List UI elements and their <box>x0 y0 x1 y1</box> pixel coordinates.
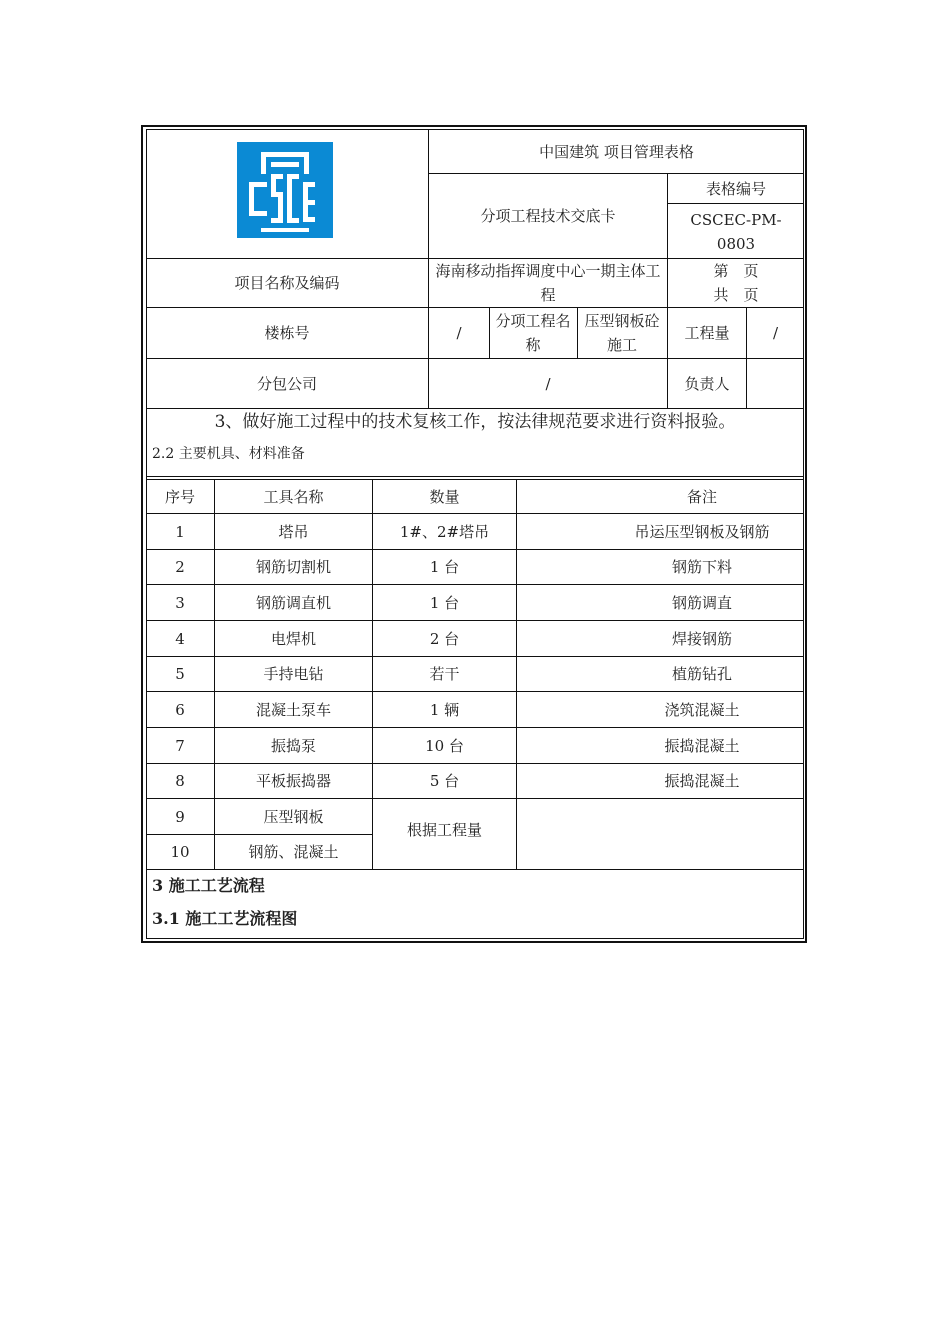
page-total-label: 共 页 <box>713 286 759 304</box>
page-number-label: 第 页 <box>713 262 759 280</box>
row-no: 10 <box>170 843 190 861</box>
project-label: 项目名称及编码 <box>234 274 340 292</box>
row-name: 混凝土泵车 <box>255 700 331 719</box>
row-note: 振捣混凝土 <box>664 772 740 790</box>
row-name: 塔吊 <box>278 522 309 541</box>
cscec-logo <box>237 142 333 238</box>
table-line <box>516 479 517 870</box>
row-no: 2 <box>175 558 185 576</box>
row-name: 钢筋、混凝土 <box>248 843 339 861</box>
form-no-value: CSCEC-PM-0803 <box>690 210 782 253</box>
row-qty: 1#、2#塔吊 <box>399 522 490 541</box>
row-name: 手持电钻 <box>263 665 324 683</box>
sub-item-label: 分项工程名称 <box>495 312 571 354</box>
row-name: 钢筋调直机 <box>255 593 331 612</box>
org-title: 中国建筑 项目管理表格 <box>539 142 694 161</box>
grid-line <box>577 307 578 358</box>
tech-review-paragraph: 3、做好施工过程中的技术复核工作，按法律规范要求进行资料报验。 <box>214 412 736 432</box>
col-header-quantity: 数量 <box>429 487 460 506</box>
subcontractor-label: 分包公司 <box>256 374 317 393</box>
sub-item-value: 压型钢板砼施工 <box>584 312 660 354</box>
person-in-charge-label: 负责人 <box>684 374 730 393</box>
row-note: 钢筋调直 <box>671 593 732 612</box>
row-name: 电焊机 <box>270 629 316 648</box>
section-3-1-heading: 3.1 施工工艺流程图 <box>152 909 298 928</box>
building-value: / <box>456 324 462 342</box>
form-title: 分项工程技术交底卡 <box>480 207 616 225</box>
row-name: 平板振捣器 <box>255 772 331 790</box>
col-header-note: 备注 <box>686 487 717 506</box>
subcontractor-value: / <box>545 374 551 393</box>
row-no: 3 <box>175 593 185 612</box>
row-qty: 1 台 <box>429 558 460 576</box>
section-3-heading: 3 施工工艺流程 <box>152 876 265 895</box>
merged-quantity: 根据工程量 <box>406 821 482 839</box>
row-no: 9 <box>175 807 185 826</box>
row-name: 钢筋切割机 <box>255 558 331 576</box>
cscec-logo-mark <box>237 142 333 238</box>
row-qty: 2 台 <box>429 629 460 648</box>
col-header-no: 序号 <box>164 487 195 506</box>
row-note: 焊接钢筋 <box>671 629 732 648</box>
row-note: 振捣混凝土 <box>664 736 740 755</box>
table-line <box>146 869 804 870</box>
row-qty: 1 辆 <box>429 700 460 719</box>
row-note: 钢筋下料 <box>671 558 732 576</box>
row-note: 浇筑混凝土 <box>664 700 740 719</box>
quantity-label: 工程量 <box>684 324 730 342</box>
row-note: 吊运压型钢板及钢筋 <box>634 522 770 541</box>
form-no-label: 表格编号 <box>705 179 766 198</box>
row-note: 植筋钻孔 <box>671 665 732 683</box>
row-name: 振捣泵 <box>270 736 316 755</box>
quantity-value: / <box>772 324 779 342</box>
grid-line <box>489 307 490 358</box>
row-no: 1 <box>175 522 185 541</box>
row-no: 6 <box>175 700 185 719</box>
person-in-charge-value <box>747 359 804 408</box>
building-label: 楼栋号 <box>264 324 310 342</box>
table-line <box>146 476 804 477</box>
row-qty: 5 台 <box>429 772 460 790</box>
row-name: 压型钢板 <box>263 807 324 826</box>
row-no: 7 <box>175 736 185 755</box>
section-2-2-heading: 2.2 主要机具、材料准备 <box>152 446 305 462</box>
row-no: 8 <box>175 772 185 790</box>
project-value: 海南移动指挥调度中心一期主体工程 <box>435 262 661 304</box>
row-qty: 10 台 <box>425 736 464 755</box>
row-no: 4 <box>175 629 185 648</box>
grid-line <box>667 203 804 204</box>
row-qty: 若干 <box>429 665 460 683</box>
row-qty: 1 台 <box>429 593 460 612</box>
row-no: 5 <box>175 665 185 683</box>
col-header-tool-name: 工具名称 <box>263 487 324 506</box>
